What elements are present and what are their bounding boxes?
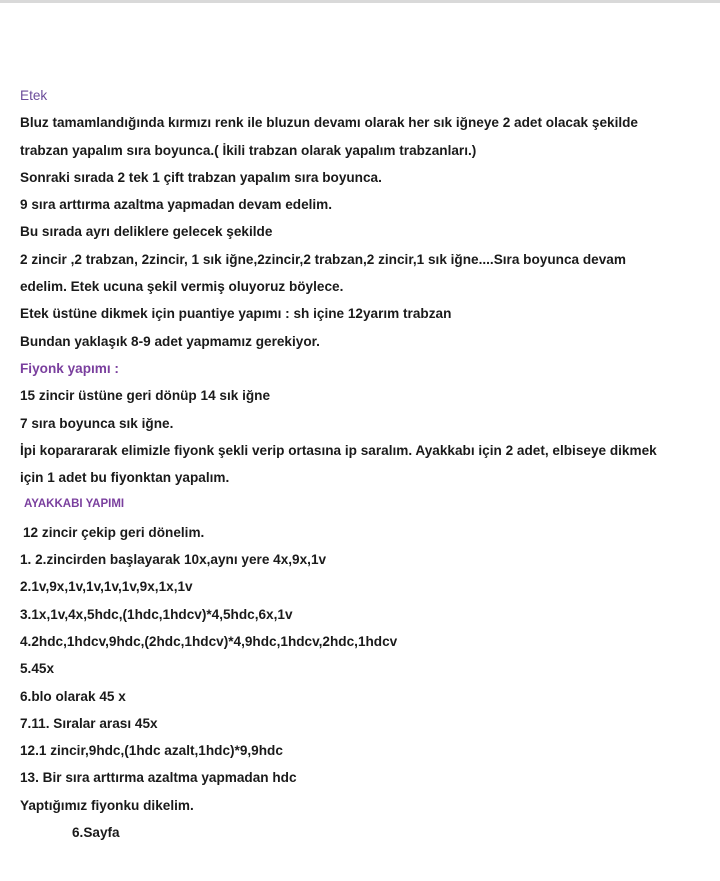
etek-line: Sonraki sırada 2 tek 1 çift trabzan yapalım sıra boyunca. — [20, 169, 382, 185]
fiyonk-line: 7 sıra boyunca sık iğne. — [20, 415, 174, 431]
fiyonk-line: için 1 adet bu fiyonktan yapalım. — [20, 470, 230, 486]
ayakkabi-line: Yaptığımız fiyonku dikelim. — [20, 797, 194, 813]
etek-line: trabzan yapalım sıra boyunca.( İkili trabzan olarak yapalım trabzanları.) — [20, 142, 477, 158]
ayakkabi-line: 12.1 zincir,9hdc,(1hdc azalt,1hdc)*9,9hdc — [20, 743, 283, 759]
fiyonk-section — [20, 382, 710, 491]
ayakkabi-line: 13. Bir sıra arttırma azaltma yapmadan hdc — [20, 770, 297, 786]
ayakkabi-line: 3.1x,1v,4x,5hdc,(1hdc,1hdcv)*4,5hdc,6x,1v — [20, 606, 293, 622]
ayakkabi-line: 6.blo olarak 45 x — [20, 688, 126, 704]
etek-section — [20, 109, 710, 355]
etek-line: Bu sırada ayrı deliklere gelecek şekilde — [20, 224, 273, 240]
page-number: 6.Sayfa — [72, 825, 120, 841]
ayakkabi-line: 12 zincir çekip geri dönelim. — [23, 524, 205, 540]
ayakkabi-line: 7.11. Sıralar arası 45x — [20, 715, 158, 731]
etek-line: 2 zincir ,2 trabzan, 2zincir, 1 sık iğne,2zincir,2 trabzan,2 zincir,1 sık iğne....Sıra boyunca devam — [20, 251, 626, 267]
etek-line: Etek üstüne dikmek için puantiye yapımı : sh içine 12yarım trabzan — [20, 306, 452, 322]
etek-line: Bundan yaklaşık 8-9 adet yapmamız gerekiyor. — [20, 333, 320, 349]
etek-line: 9 sıra arttırma azaltma yapmadan devam edelim. — [20, 197, 333, 213]
ayakkabi-line: 4.2hdc,1hdcv,9hdc,(2hdc,1hdcv)*4,9hdc,1hdcv,2hdc,1hdcv — [20, 633, 398, 649]
document-page — [20, 82, 710, 846]
ayakkabi-line: 1. 2.zincirden başlayarak 10x,aynı yere 4x,9x,1v — [20, 552, 327, 568]
ayakkabi-line: 5.45x — [20, 661, 55, 677]
ayakkabi-section — [20, 519, 710, 819]
etek-line: Bluz tamamlandığında kırmızı renk ile bluzun devamı olarak her sık iğneye 2 adet olacak şekilde — [20, 115, 638, 131]
etek-heading: Etek — [20, 88, 48, 103]
ayakkabi-heading: AYAKKABI YAPIMI — [24, 498, 125, 511]
ayakkabi-line: 2.1v,9x,1v,1v,1v,1v,9x,1x,1v — [20, 579, 193, 595]
top-divider — [0, 0, 720, 3]
fiyonk-heading: Fiyonk yapımı : — [20, 360, 119, 376]
fiyonk-line: 15 zincir üstüne geri dönüp 14 sık iğne — [20, 388, 271, 404]
etek-line: edelim. Etek ucuna şekil vermiş oluyoruz böylece. — [20, 279, 344, 295]
fiyonk-line: İpi koparararak elimizle fiyonk şekli verip ortasına ip saralım. Ayakkabı için 2 adet, elbiseye dikmek — [20, 442, 657, 458]
